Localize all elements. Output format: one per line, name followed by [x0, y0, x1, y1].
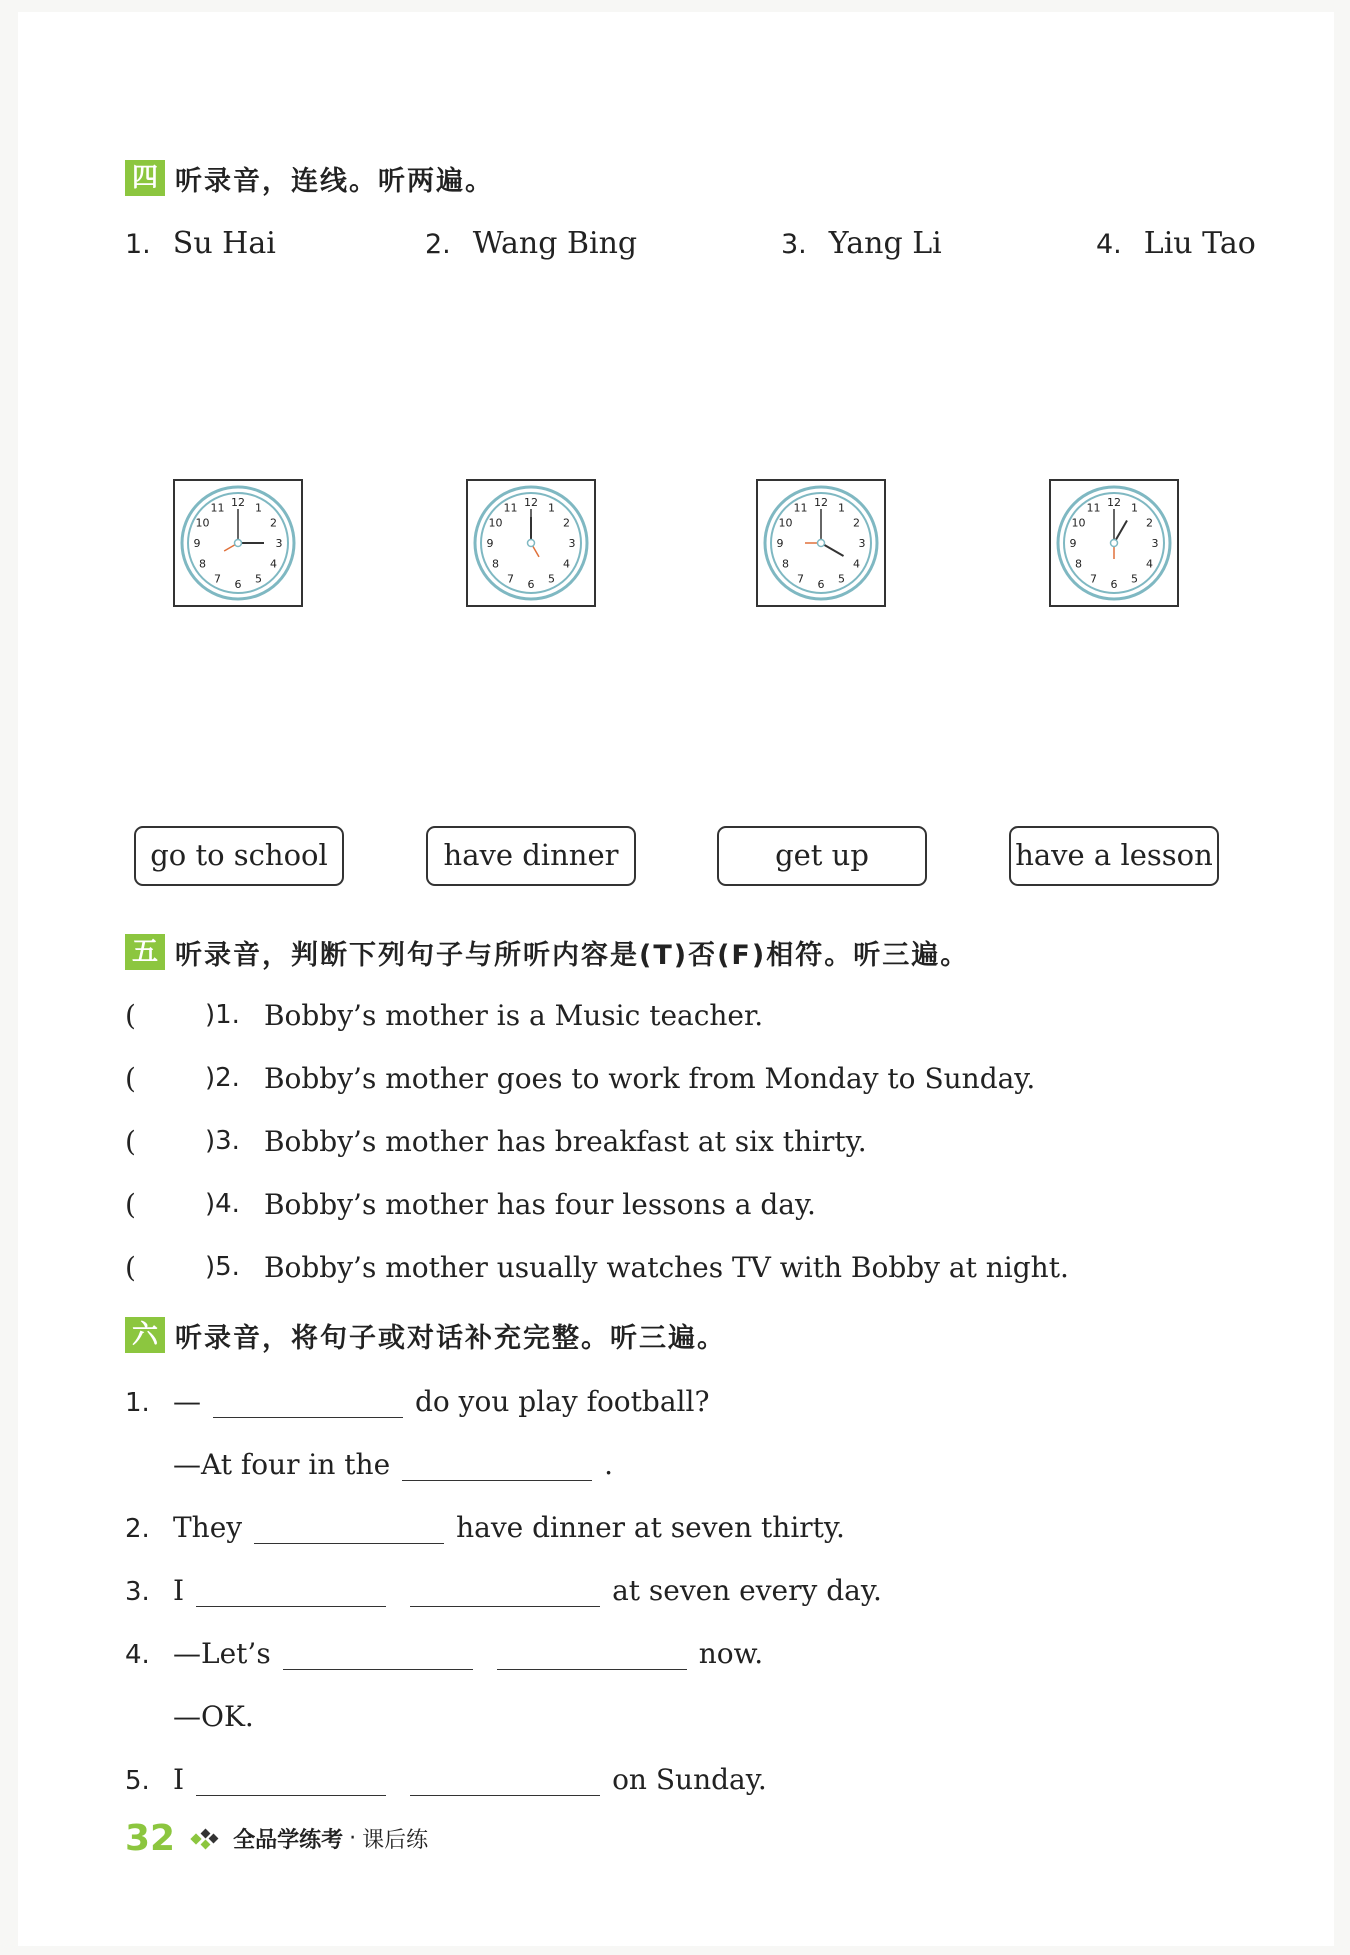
- book-title: 全品学练考: [233, 1828, 344, 1853]
- fill-text: .: [604, 1448, 614, 1481]
- fill-number: 1.: [125, 1388, 150, 1418]
- diamond-logo-icon: [189, 1827, 219, 1851]
- tf-number: )1.: [205, 1000, 240, 1030]
- section-5-badge: 五: [125, 934, 165, 970]
- section-6-header: [125, 1315, 726, 1355]
- svg-text:8: 8: [198, 557, 206, 571]
- name-item-2: [425, 226, 637, 261]
- fill-item-4: [125, 1626, 763, 1670]
- dash: —: [173, 1385, 201, 1418]
- fill-number: 5.: [125, 1766, 150, 1796]
- svg-text:2: 2: [270, 516, 278, 530]
- tf-number: )2.: [205, 1063, 240, 1093]
- blank-input[interactable]: [254, 1513, 444, 1544]
- svg-text:7: 7: [797, 572, 804, 586]
- section-4-title: 听录音，连线。听两遍。: [175, 165, 494, 197]
- blank-input[interactable]: [196, 1765, 386, 1796]
- svg-text:12: 12: [1107, 496, 1121, 509]
- svg-text:2: 2: [1146, 516, 1154, 530]
- section-6-title: 听录音，将句子或对话补充完整。听三遍。: [175, 1322, 726, 1354]
- fill-item-4-answer: [173, 1689, 254, 1733]
- name-item-3: [781, 226, 942, 261]
- fill-text: at seven every day.: [612, 1574, 882, 1607]
- svg-text:9: 9: [486, 537, 494, 550]
- svg-text:9: 9: [776, 537, 784, 550]
- page-number: 32: [125, 1818, 176, 1859]
- section-4-badge: 四: [125, 160, 165, 196]
- name-text: Liu Tao: [1143, 226, 1256, 261]
- tf-number: )3.: [205, 1126, 240, 1156]
- svg-text:3: 3: [1151, 537, 1159, 550]
- svg-text:3: 3: [858, 537, 866, 550]
- clock-1: [173, 479, 303, 607]
- name-number: 1.: [125, 229, 151, 260]
- blank-input[interactable]: [410, 1576, 600, 1607]
- svg-text:10: 10: [488, 516, 503, 530]
- svg-text:10: 10: [778, 516, 793, 530]
- section-6-badge: 六: [125, 1317, 165, 1353]
- svg-text:7: 7: [507, 572, 514, 586]
- section-5-header: [125, 932, 969, 972]
- fill-text: I: [173, 1574, 185, 1607]
- activity-have-a-lesson: have a lesson: [1009, 826, 1219, 886]
- answer-paren[interactable]: (: [125, 1187, 136, 1221]
- svg-text:6: 6: [1110, 578, 1118, 591]
- svg-text:5: 5: [838, 572, 845, 586]
- fill-number: 3.: [125, 1577, 150, 1607]
- tf-item-3: [125, 1121, 867, 1161]
- svg-text:11: 11: [210, 501, 225, 515]
- svg-text:9: 9: [1069, 537, 1077, 550]
- name-text: Yang Li: [828, 226, 942, 261]
- tf-item-4: [125, 1184, 816, 1224]
- tf-text: Bobby’s mother has four lessons a day.: [263, 1187, 816, 1221]
- fill-number: 4.: [125, 1640, 150, 1670]
- answer-paren[interactable]: (: [125, 1250, 136, 1284]
- blank-input[interactable]: [213, 1387, 403, 1418]
- blank-input[interactable]: [283, 1639, 473, 1670]
- svg-text:5: 5: [548, 572, 555, 586]
- name-number: 4.: [1096, 229, 1122, 260]
- svg-text:5: 5: [1131, 572, 1138, 586]
- blank-input[interactable]: [410, 1765, 600, 1796]
- fill-text: I: [173, 1763, 185, 1796]
- svg-text:3: 3: [275, 537, 283, 550]
- svg-text:6: 6: [527, 578, 535, 591]
- svg-text:4: 4: [563, 557, 571, 571]
- tf-text: Bobby’s mother has breakfast at six thirty.: [263, 1124, 867, 1158]
- svg-text:1: 1: [548, 501, 555, 515]
- tf-number: )4.: [205, 1189, 240, 1219]
- clock-face-icon: [1051, 481, 1177, 605]
- svg-text:1: 1: [838, 501, 845, 515]
- fill-item-2: [125, 1500, 845, 1544]
- name-item-1: [125, 226, 276, 261]
- name-number: 2.: [425, 229, 451, 260]
- book-subtitle: 课后练: [362, 1828, 429, 1853]
- answer-paren[interactable]: (: [125, 1061, 136, 1095]
- fill-item-1: [125, 1374, 709, 1418]
- tf-item-1: [125, 995, 763, 1035]
- activity-go-to-school: go to school: [134, 826, 344, 886]
- svg-text:11: 11: [503, 501, 518, 515]
- fill-number: 2.: [125, 1514, 150, 1544]
- svg-text:10: 10: [195, 516, 210, 530]
- page-footer: [125, 1818, 428, 1859]
- fill-text: —Let’s: [173, 1637, 271, 1670]
- fill-text: They: [173, 1511, 243, 1544]
- svg-text:2: 2: [853, 516, 861, 530]
- answer-paren[interactable]: (: [125, 998, 136, 1032]
- section-4-header: [125, 158, 494, 198]
- clock-face-icon: [468, 481, 594, 605]
- svg-text:9: 9: [193, 537, 201, 550]
- svg-text:1: 1: [1131, 501, 1138, 515]
- svg-text:12: 12: [814, 496, 828, 509]
- clock-face-icon: [758, 481, 884, 605]
- svg-text:10: 10: [1071, 516, 1086, 530]
- blank-input[interactable]: [196, 1576, 386, 1607]
- section-5-title: 听录音，判断下列句子与所听内容是(T)否(F)相符。听三遍。: [175, 939, 970, 971]
- svg-text:4: 4: [270, 557, 278, 571]
- svg-text:7: 7: [1090, 572, 1097, 586]
- answer-paren[interactable]: (: [125, 1124, 136, 1158]
- tf-text: Bobby’s mother is a Music teacher.: [263, 998, 764, 1032]
- svg-text:1: 1: [255, 501, 262, 515]
- svg-text:3: 3: [568, 537, 576, 550]
- activity-have-dinner: have dinner: [426, 826, 636, 886]
- name-text: Su Hai: [172, 226, 276, 261]
- svg-text:5: 5: [255, 572, 262, 586]
- activity-get-up: get up: [717, 826, 927, 886]
- clock-4: [1049, 479, 1179, 607]
- fill-text: —OK.: [173, 1700, 254, 1733]
- tf-text: Bobby’s mother usually watches TV with Bobby at night.: [263, 1250, 1069, 1284]
- svg-text:4: 4: [853, 557, 861, 571]
- svg-text:11: 11: [793, 501, 808, 515]
- fill-text: on Sunday.: [612, 1763, 767, 1796]
- fill-item-3: [125, 1563, 882, 1607]
- fill-text: now.: [698, 1637, 764, 1670]
- name-item-4: [1096, 226, 1256, 261]
- svg-text:8: 8: [781, 557, 789, 571]
- fill-item-1-answer: [173, 1437, 613, 1481]
- clock-2: [466, 479, 596, 607]
- tf-text: Bobby’s mother goes to work from Monday to Sunday.: [263, 1061, 1036, 1095]
- tf-item-2: [125, 1058, 1035, 1098]
- svg-text:7: 7: [214, 572, 221, 586]
- fill-item-5: [125, 1752, 767, 1796]
- tf-item-5: [125, 1247, 1069, 1287]
- fill-text: do you play football?: [415, 1385, 710, 1418]
- svg-text:8: 8: [491, 557, 499, 571]
- fill-text: —At four in the: [173, 1448, 391, 1481]
- svg-text:6: 6: [817, 578, 825, 591]
- svg-text:12: 12: [524, 496, 538, 509]
- title-separator: ·: [349, 1826, 357, 1851]
- tf-number: )5.: [205, 1252, 240, 1282]
- blank-input[interactable]: [497, 1639, 687, 1670]
- blank-input[interactable]: [402, 1450, 592, 1481]
- clock-face-icon: [175, 481, 301, 605]
- svg-text:2: 2: [563, 516, 571, 530]
- svg-text:12: 12: [231, 496, 245, 509]
- svg-text:8: 8: [1074, 557, 1082, 571]
- svg-text:11: 11: [1086, 501, 1101, 515]
- svg-text:4: 4: [1146, 557, 1154, 571]
- fill-text: have dinner at seven thirty.: [456, 1511, 845, 1544]
- name-number: 3.: [781, 229, 807, 260]
- svg-text:6: 6: [234, 578, 242, 591]
- clock-3: [756, 479, 886, 607]
- name-text: Wang Bing: [472, 226, 638, 261]
